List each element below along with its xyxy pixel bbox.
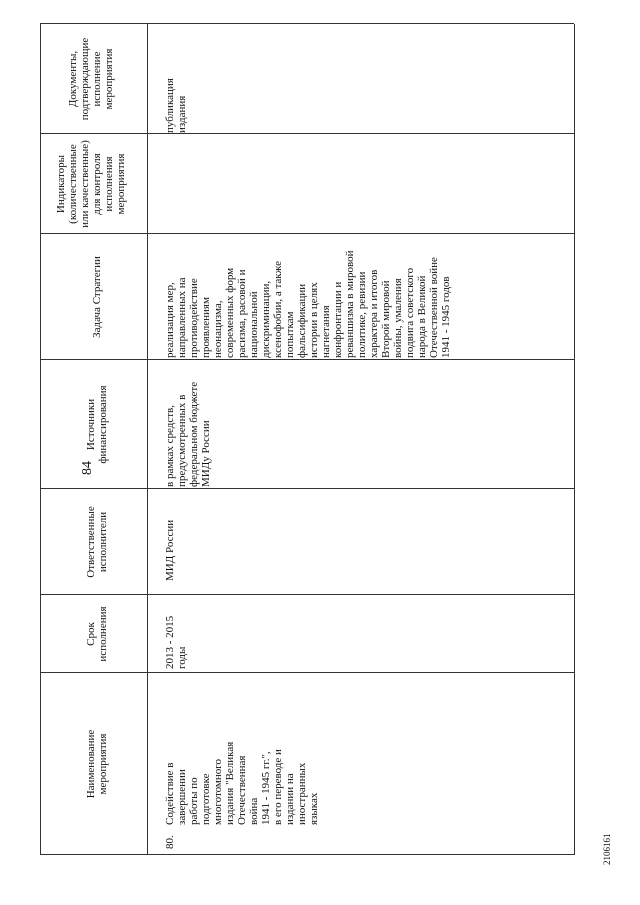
row-task: реализация мер, направленных на противодействие проявлениям неонацизма, современных форм расизма, расовой и национальной дискриминации, ксенофобии, а также попыткам фальсификации истории в целях нагнетания конфронтации и реваншизма в мировой политике, ревизии характера и итогов Второй мировой войны, умаления подвига советского народа в Великой Отечественной войне 1941 - 1945 годов — [164, 250, 452, 358]
row-term: 2013 - 2015 годы — [164, 615, 188, 669]
header-name: Наименование мероприятия — [85, 729, 109, 799]
row-financing: в рамках средств, предусмотренных в федеральном бюджете МИДу России — [164, 381, 212, 487]
footer-code: 2106161 — [602, 833, 612, 865]
row-name: Содействие в завершении работы по подготовке многотомного издания "Великая Отечественная война 1941 - 1945 гг.", в его переводе и издании на иностранных языках — [164, 741, 320, 825]
table-top-border — [40, 24, 41, 855]
column-divider — [40, 594, 574, 595]
table-right-border — [40, 23, 574, 24]
column-divider — [40, 672, 574, 673]
header-indicators: Индикаторы (количественные или качественные) для контроля исполнения мероприятия — [55, 140, 127, 228]
header-term: Срок исполнения — [85, 606, 109, 662]
row-documents: публикация издания — [164, 78, 188, 133]
row-number: 80. — [164, 835, 176, 849]
column-divider — [40, 359, 574, 360]
header-bottom-border — [147, 24, 148, 855]
page-number: 84 — [80, 461, 95, 475]
row-executor: МИД России — [164, 519, 176, 581]
column-divider — [40, 488, 574, 489]
table-left-border — [40, 854, 574, 855]
header-documents: Документы, подтверждающие исполнение мероприятия — [67, 37, 115, 121]
header-executor: Ответственные исполнители — [85, 506, 109, 578]
header-financing: Источники финансирования — [85, 385, 109, 464]
header-task: Задача Стратегии — [91, 256, 103, 338]
table-bottom-border — [574, 24, 575, 855]
